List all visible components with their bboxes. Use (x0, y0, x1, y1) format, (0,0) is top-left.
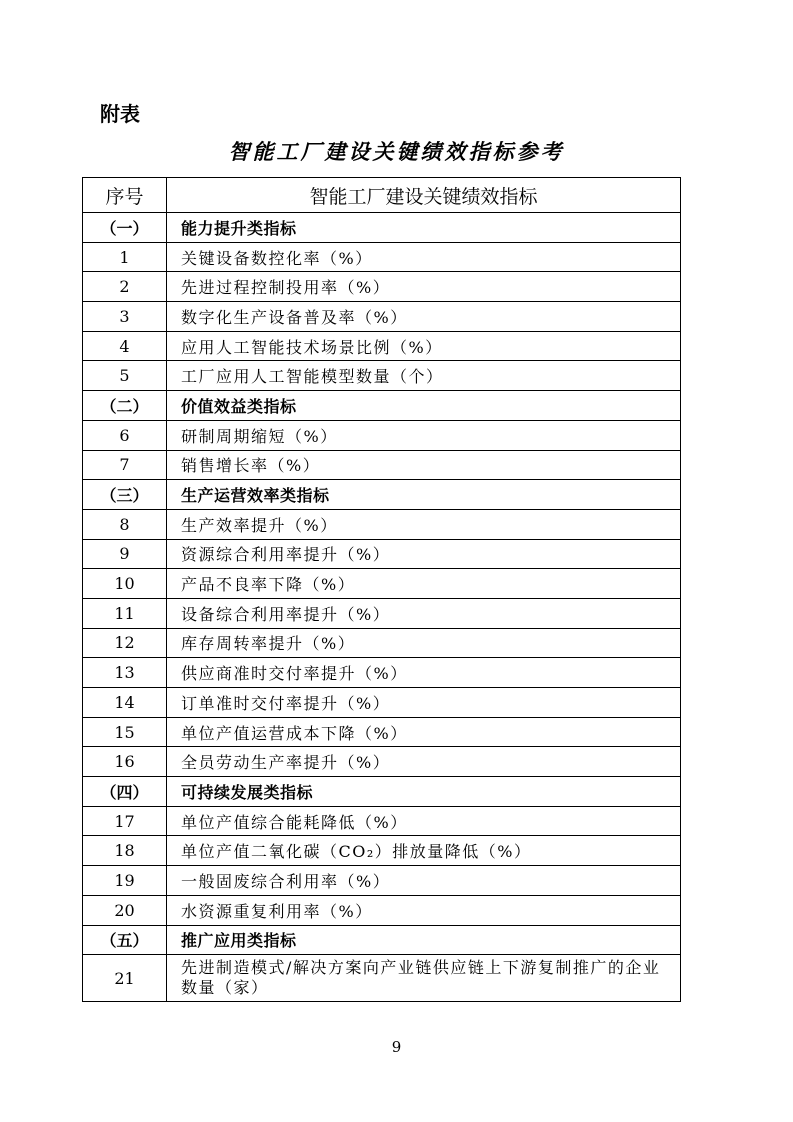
indicator-label: 单位产值运营成本下降（%） (167, 717, 681, 747)
indicator-label: 产品不良率下降（%） (167, 569, 681, 599)
row-number: （三） (83, 480, 167, 510)
row-number: 17 (83, 806, 167, 836)
row-number: 20 (83, 895, 167, 925)
category-label: 能力提升类指标 (167, 213, 681, 243)
row-number: 8 (83, 509, 167, 539)
table-row (83, 302, 681, 332)
table-row (83, 955, 681, 1002)
row-number: 12 (83, 628, 167, 658)
table-row (83, 598, 681, 628)
table-row (83, 806, 681, 836)
kpi-table (82, 177, 681, 1002)
table-row (83, 717, 681, 747)
table-row (83, 450, 681, 480)
category-row (83, 213, 681, 243)
category-row (83, 391, 681, 421)
table-header-row (83, 178, 681, 213)
table-row (83, 272, 681, 302)
table-row (83, 866, 681, 896)
category-row (83, 480, 681, 510)
row-number: 10 (83, 569, 167, 599)
row-number: 1 (83, 242, 167, 272)
indicator-label: 工厂应用人工智能模型数量（个） (167, 361, 681, 391)
indicator-label: 生产效率提升（%） (167, 509, 681, 539)
row-number: 9 (83, 539, 167, 569)
row-number: 19 (83, 866, 167, 896)
document-title: 智能工厂建设关键绩效指标参考 (228, 139, 565, 164)
indicator-label: 全员劳动生产率提升（%） (167, 747, 681, 777)
indicator-label: 资源综合利用率提升（%） (167, 539, 681, 569)
table-row (83, 509, 681, 539)
table-row (83, 361, 681, 391)
row-number: 2 (83, 272, 167, 302)
row-number: 7 (83, 450, 167, 480)
table-row (83, 895, 681, 925)
indicator-label: 订单准时交付率提升（%） (167, 688, 681, 718)
row-number: 13 (83, 658, 167, 688)
category-label: 价值效益类指标 (167, 391, 681, 421)
row-number: 4 (83, 331, 167, 361)
header-indicator: 智能工厂建设关键绩效指标 (167, 178, 681, 213)
row-number: （二） (83, 391, 167, 421)
table-row (83, 569, 681, 599)
row-number: 14 (83, 688, 167, 718)
row-number: 15 (83, 717, 167, 747)
indicator-label: 单位产值综合能耗降低（%） (167, 806, 681, 836)
indicator-label: 应用人工智能技术场景比例（%） (167, 331, 681, 361)
row-number: （五） (83, 925, 167, 955)
category-row (83, 777, 681, 807)
header-number: 序号 (83, 178, 167, 213)
indicator-label: 销售增长率（%） (167, 450, 681, 480)
row-number: 16 (83, 747, 167, 777)
category-row (83, 925, 681, 955)
category-label: 可持续发展类指标 (167, 777, 681, 807)
category-label: 推广应用类指标 (167, 925, 681, 955)
row-number: 11 (83, 598, 167, 628)
row-number: 3 (83, 302, 167, 332)
appendix-label: 附表 (100, 102, 140, 126)
table-row (83, 242, 681, 272)
table-row (83, 628, 681, 658)
indicator-label: 水资源重复利用率（%） (167, 895, 681, 925)
table-row (83, 747, 681, 777)
table-row (83, 331, 681, 361)
table-row (83, 539, 681, 569)
table-row (83, 688, 681, 718)
indicator-label: 先进过程控制投用率（%） (167, 272, 681, 302)
row-number: 21 (83, 955, 167, 1002)
indicator-label: 一般固废综合利用率（%） (167, 866, 681, 896)
indicator-label: 关键设备数控化率（%） (167, 242, 681, 272)
row-number: （四） (83, 777, 167, 807)
table-row (83, 658, 681, 688)
indicator-label: 设备综合利用率提升（%） (167, 598, 681, 628)
row-number: （一） (83, 213, 167, 243)
indicator-label: 先进制造模式/解决方案向产业链供应链上下游复制推广的企业数量（家） (167, 955, 681, 1002)
indicator-label: 单位产值二氧化碳（CO₂）排放量降低（%） (167, 836, 681, 866)
indicator-label: 研制周期缩短（%） (167, 420, 681, 450)
category-label: 生产运营效率类指标 (167, 480, 681, 510)
row-number: 5 (83, 361, 167, 391)
row-number: 18 (83, 836, 167, 866)
indicator-label: 供应商准时交付率提升（%） (167, 658, 681, 688)
row-number: 6 (83, 420, 167, 450)
table-body (83, 213, 681, 1002)
indicator-label: 库存周转率提升（%） (167, 628, 681, 658)
page-number: 9 (391, 1038, 402, 1056)
table-row (83, 836, 681, 866)
indicator-label: 数字化生产设备普及率（%） (167, 302, 681, 332)
table-row (83, 420, 681, 450)
